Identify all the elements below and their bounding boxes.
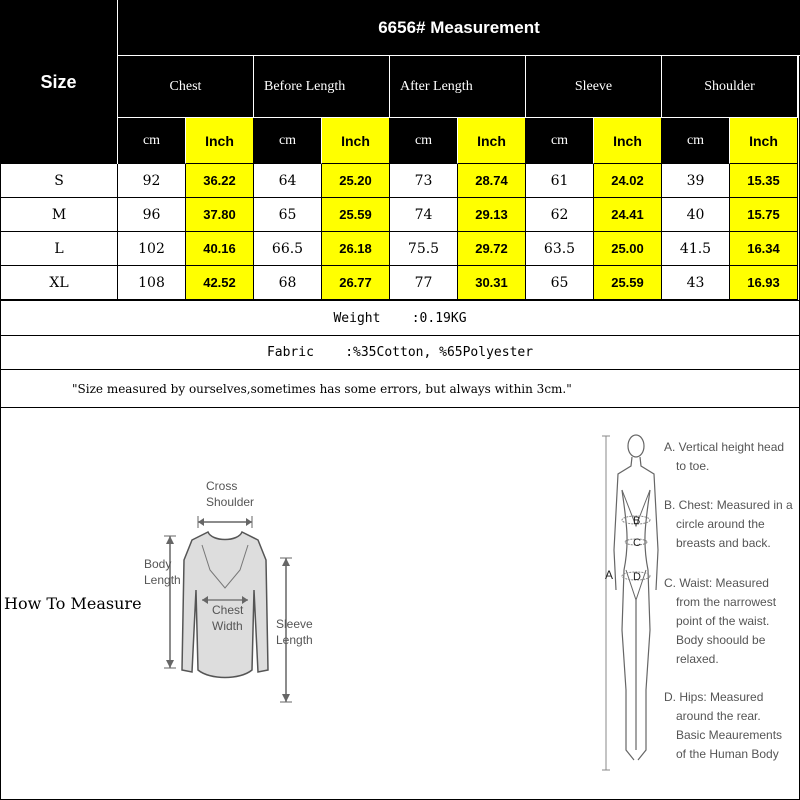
cm-value-cell: 65 (526, 266, 594, 300)
unit-header-inch: Inch (594, 118, 662, 164)
cm-value-cell: 63.5 (526, 232, 594, 266)
inch-value-cell: 15.75 (730, 198, 798, 232)
table-title (118, 0, 800, 56)
inch-value-cell: 15.35 (730, 164, 798, 198)
size-cell: XL (0, 266, 118, 300)
cm-value-cell: 75.5 (390, 232, 458, 266)
size-cell: S (0, 164, 118, 198)
column-header-before-length: Before Length (254, 56, 390, 118)
unit-header-inch: Inch (322, 118, 390, 164)
fabric-row (0, 336, 800, 370)
unit-header-cm: cm (526, 118, 594, 164)
inch-value-cell: 40.16 (186, 232, 254, 266)
figure-note (664, 496, 794, 553)
sleeve-length-label-1: Sleeve (276, 617, 313, 631)
figure-note-line: B. Chest: Measured in a (664, 498, 793, 512)
figure-note-line: point of the waist. (676, 614, 770, 628)
size-header-label: Size (40, 71, 77, 92)
note-row (0, 370, 800, 408)
cm-value-cell: 66.5 (254, 232, 322, 266)
cm-value-cell: 64 (254, 164, 322, 198)
cm-value-cell: 92 (118, 164, 186, 198)
table-title-label: 6656# Measurement (378, 17, 540, 37)
figure-note-line: of the Human Body (676, 747, 779, 761)
cm-value-cell: 77 (390, 266, 458, 300)
figure-note-line: circle around the (676, 517, 765, 531)
how-to-measure-label: How To Measure (4, 594, 142, 613)
cm-value-cell: 41.5 (662, 232, 730, 266)
figure-note-line: Body shoould be (676, 633, 766, 647)
fabric-text: Fabric :%35Cotton, %65Polyester (266, 345, 534, 360)
inch-value-cell: 25.59 (322, 198, 390, 232)
figure-note-line: to toe. (676, 459, 710, 473)
chest-width-label-2: Width (212, 619, 243, 633)
inch-value-cell: 30.31 (458, 266, 526, 300)
inch-value-cell: 37.80 (186, 198, 254, 232)
unit-header-cm: cm (118, 118, 186, 164)
cm-value-cell: 65 (254, 198, 322, 232)
unit-header-cm: cm (662, 118, 730, 164)
figure-note (664, 438, 794, 476)
inch-value-cell: 24.41 (594, 198, 662, 232)
figure-note (664, 574, 794, 669)
figure-note-line: D. Hips: Measured (664, 690, 764, 704)
unit-header-inch: Inch (730, 118, 798, 164)
cm-value-cell: 40 (662, 198, 730, 232)
cm-value-cell: 68 (254, 266, 322, 300)
cm-value-cell: 73 (390, 164, 458, 198)
size-cell: M (0, 198, 118, 232)
marker-a: A (605, 568, 614, 582)
column-header-chest: Chest (118, 56, 254, 118)
note-text: "Size measured by ourselves,sometimes has some errors, but always within 3cm." (72, 381, 572, 396)
cross-shoulder-label-1: Cross (206, 479, 238, 493)
figure-note-line: relaxed. (676, 652, 719, 666)
unit-header-cm: cm (390, 118, 458, 164)
inch-value-cell: 16.93 (730, 266, 798, 300)
cm-value-cell: 39 (662, 164, 730, 198)
cm-value-cell: 43 (662, 266, 730, 300)
weight-text: Weight :0.19KG (333, 310, 467, 326)
inch-value-cell: 25.59 (594, 266, 662, 300)
inch-value-cell: 24.02 (594, 164, 662, 198)
inch-value-cell: 29.13 (458, 198, 526, 232)
inch-value-cell: 29.72 (458, 232, 526, 266)
inch-value-cell: 42.52 (186, 266, 254, 300)
figure-note-line: around the rear. (676, 709, 761, 723)
marker-b: B (633, 515, 641, 527)
figure-note-line: Basic Meaurements (676, 728, 783, 742)
cm-value-cell: 62 (526, 198, 594, 232)
marker-d: D (633, 571, 641, 583)
chest-width-label-1: Chest (212, 603, 244, 617)
garment-diagram (130, 470, 330, 720)
cm-value-cell: 108 (118, 266, 186, 300)
column-header-shoulder: Shoulder (662, 56, 798, 118)
marker-c: C (633, 537, 641, 549)
inch-value-cell: 25.00 (594, 232, 662, 266)
inch-value-cell: 28.74 (458, 164, 526, 198)
inch-value-cell: 16.34 (730, 232, 798, 266)
weight-row (0, 300, 800, 336)
cm-value-cell: 61 (526, 164, 594, 198)
cm-value-cell: 96 (118, 198, 186, 232)
unit-header-cm: cm (254, 118, 322, 164)
sleeve-length-label-2: Length (276, 633, 313, 647)
size-header (0, 0, 118, 164)
body-length-label-2: Length (144, 573, 181, 587)
how-to-measure-section (0, 408, 800, 800)
figure-note-line: breasts and back. (676, 536, 771, 550)
inch-value-cell: 26.18 (322, 232, 390, 266)
figure-note (664, 688, 794, 764)
unit-header-inch: Inch (458, 118, 526, 164)
cm-value-cell: 74 (390, 198, 458, 232)
inch-value-cell: 36.22 (186, 164, 254, 198)
cm-value-cell: 102 (118, 232, 186, 266)
human-figure-diagram (600, 430, 670, 780)
body-length-label-1: Body (144, 557, 172, 571)
unit-header-inch: Inch (186, 118, 254, 164)
cross-shoulder-label-2: Shoulder (206, 495, 255, 509)
figure-note-line: C. Waist: Measured (664, 576, 769, 590)
figure-note-line: A. Vertical height head (664, 440, 785, 454)
figure-note-line: from the narrowest (676, 595, 777, 609)
column-header-sleeve: Sleeve (526, 56, 662, 118)
inch-value-cell: 25.20 (322, 164, 390, 198)
size-cell: L (0, 232, 118, 266)
inch-value-cell: 26.77 (322, 266, 390, 300)
column-header-after-length: After Length (390, 56, 526, 118)
